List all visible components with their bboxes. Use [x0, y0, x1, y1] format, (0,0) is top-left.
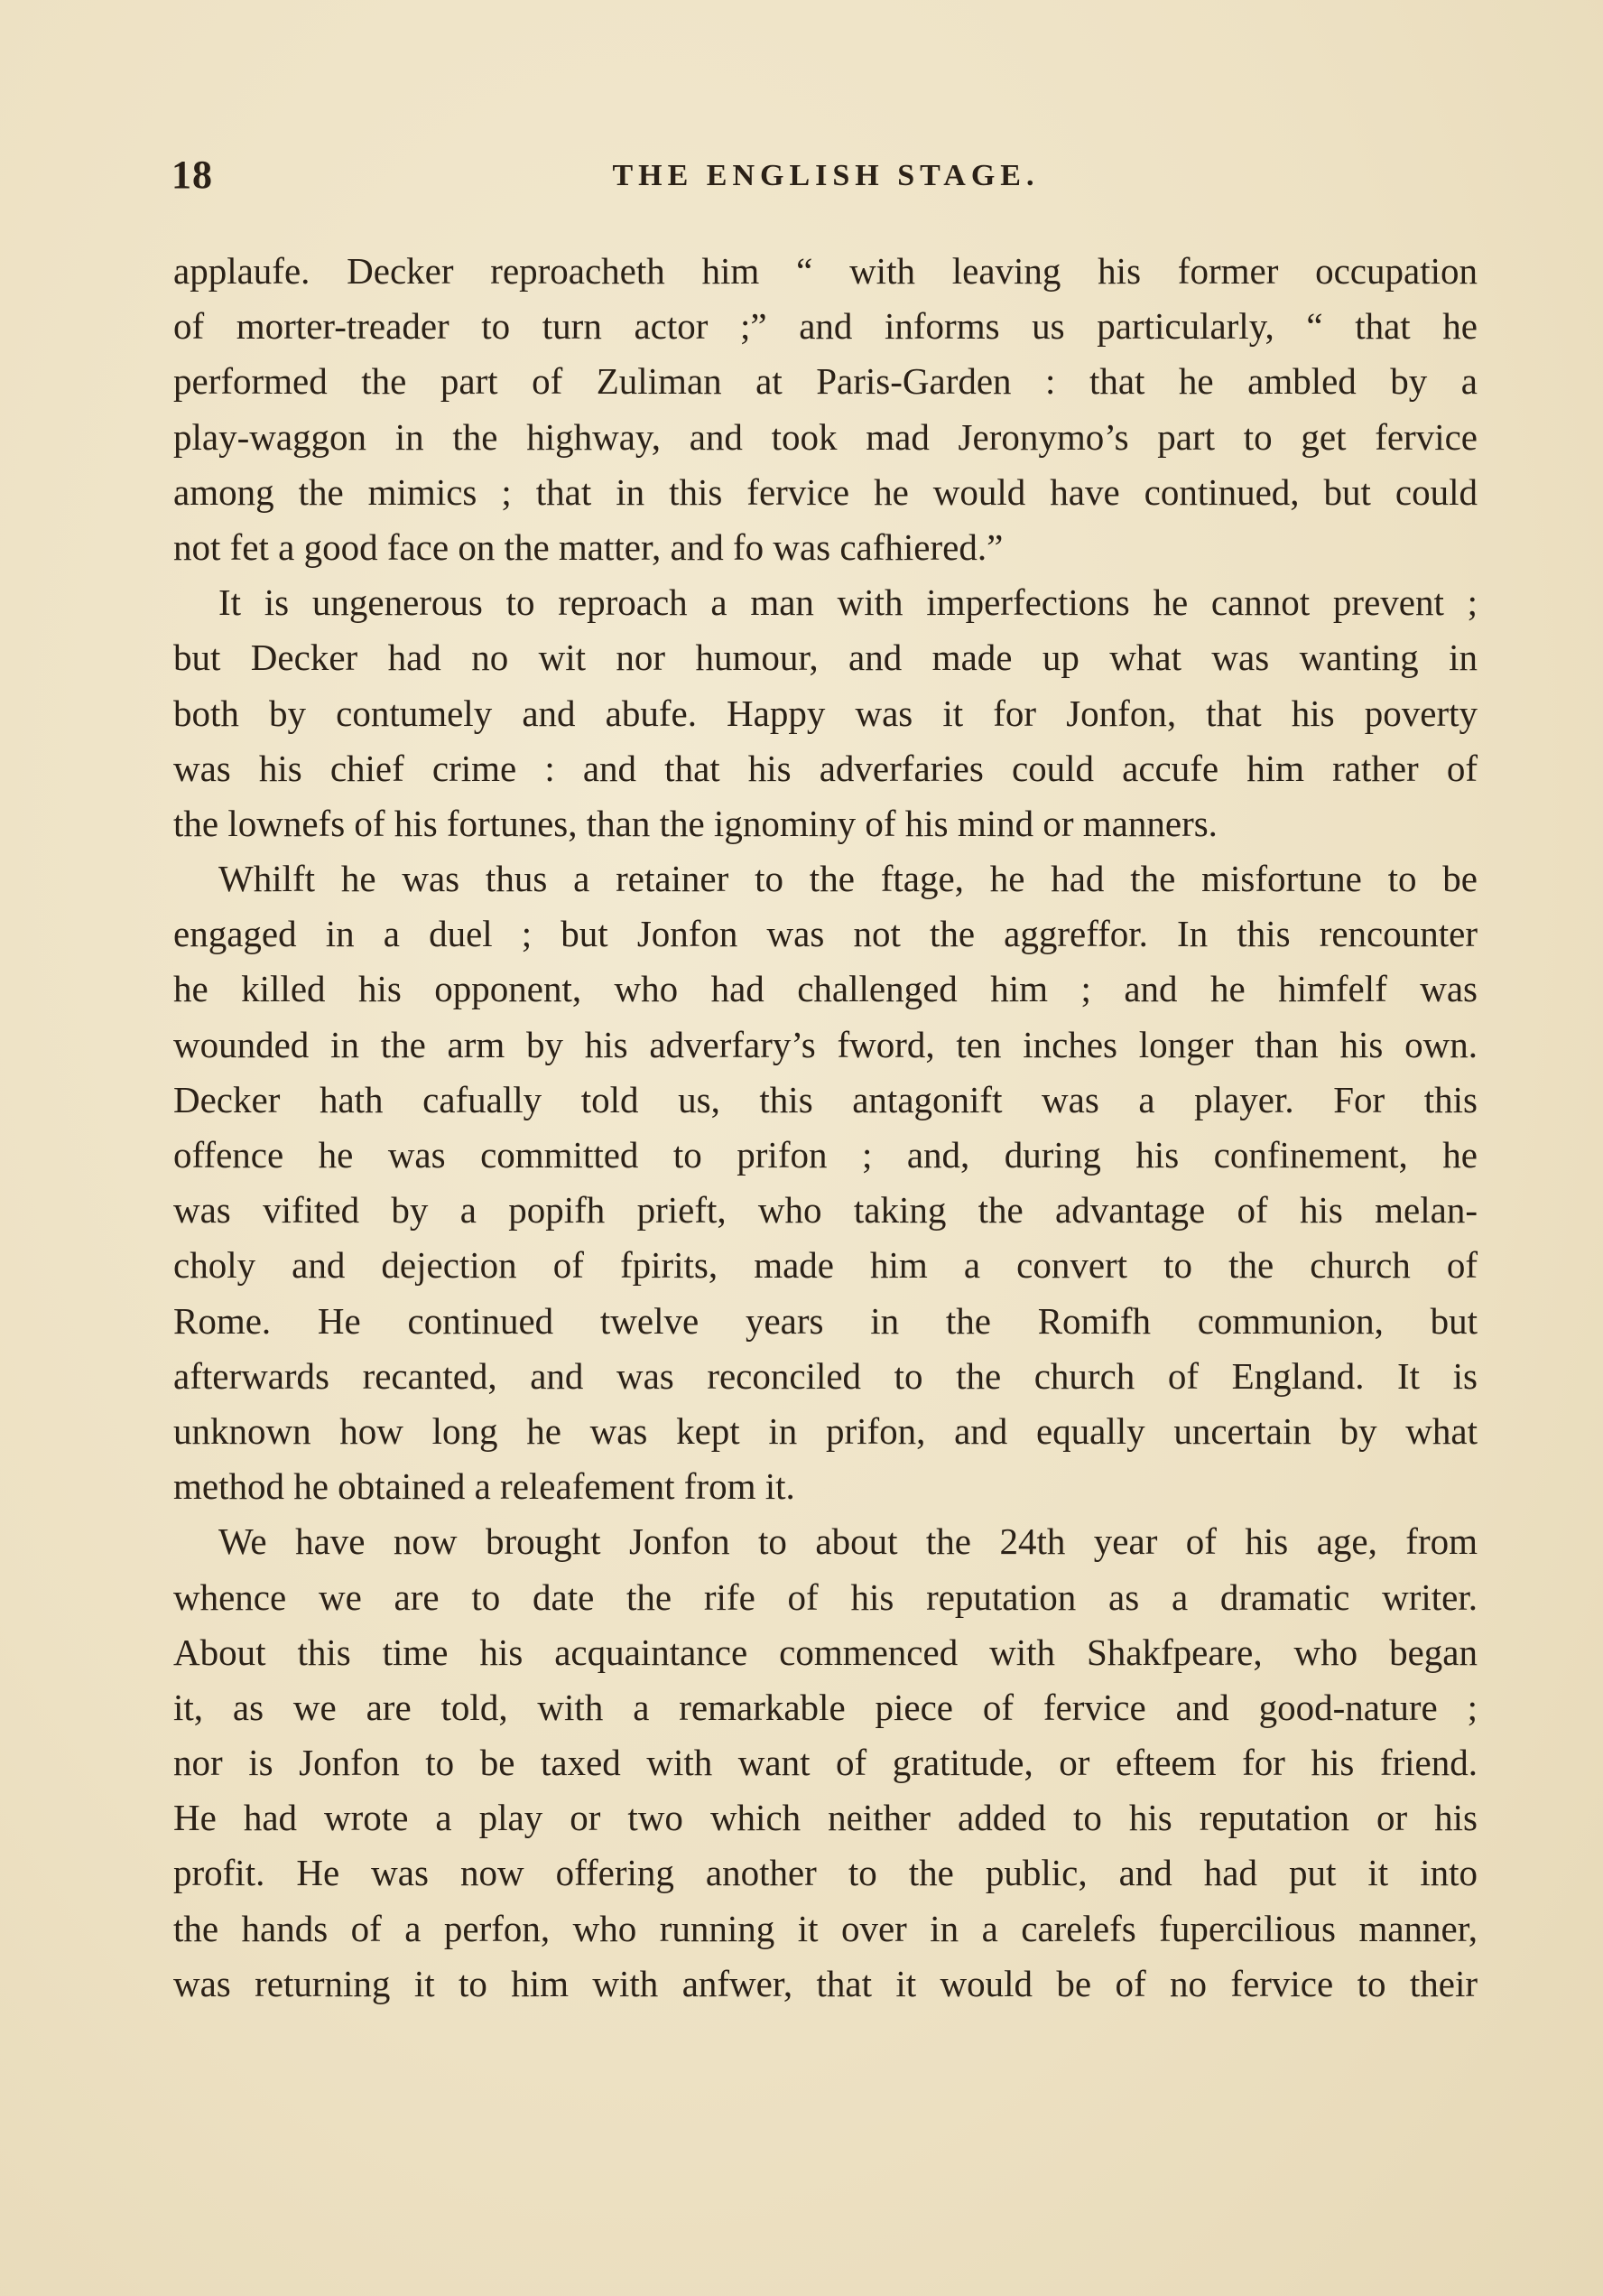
text-line: Rome. He continued twelve years in the Romifh communion, but — [173, 1299, 1478, 1342]
text-line: wounded in the arm by his adverfary’s fword, ten inches longer than his own. — [173, 1023, 1478, 1065]
text-line: nor is Jonfon to be taxed with want of gratitude, or efteem for his friend. — [173, 1742, 1478, 1784]
text-line: he killed his opponent, who had challenged him ; and he himfelf was — [173, 968, 1478, 1010]
text-line: afterwards recanted, and was reconciled to the church of England. It is — [173, 1354, 1478, 1397]
text-line: whence we are to date the rife of his reputation as a dramatic writer. — [173, 1576, 1478, 1618]
text-line: it, as we are told, with a remarkable piece of fervice and good-nature ; — [173, 1686, 1478, 1728]
body-text — [173, 244, 1478, 2012]
paragraph — [173, 244, 1478, 575]
text-line: applaufe. Decker reproacheth him “ with leaving his former occupation — [173, 250, 1478, 292]
text-line: Whilft he was thus a retainer to the ftage, he had the misfortune to be — [218, 858, 1478, 900]
text-line: of morter-treader to turn actor ;” and informs us particularly, “ that he — [173, 305, 1478, 348]
paragraph — [173, 851, 1478, 1514]
text-line: choly and dejection of fpirits, made him a convert to the church of — [173, 1244, 1478, 1287]
running-title: THE ENGLISH STAGE. — [612, 159, 1040, 192]
text-line: engaged in a duel ; but Jonfon was not the aggreffor. In this rencounter — [173, 913, 1478, 955]
paragraph — [173, 1514, 1478, 2012]
text-line: Decker hath cafually told us, this antagonift was a player. For this — [173, 1078, 1478, 1120]
text-line: but Decker had no wit nor humour, and made up what was wanting in — [173, 637, 1478, 679]
page-header — [171, 152, 1480, 206]
text-line: It is ungenerous to reproach a man with imperfections he cannot prevent ; — [218, 581, 1478, 624]
text-line: profit. He was now offering another to the public, and had put it into — [173, 1852, 1478, 1894]
text-line: method he obtained a releafement from it. — [173, 1465, 795, 1508]
text-line: unknown how long he was kept in prifon, and equally uncertain by what — [173, 1409, 1478, 1452]
text-line: the lownefs of his fortunes, than the ignominy of his mind or manners. — [173, 802, 1218, 844]
text-line: offence he was committed to prifon ; and, during his confinement, he — [173, 1134, 1478, 1176]
text-line: not fet a good face on the matter, and fo was cafhiered.” — [173, 525, 1004, 568]
text-line: both by contumely and abufe. Happy was it for Jonfon, that his poverty — [173, 692, 1478, 734]
text-line: was vifited by a popifh prieft, who taking the advantage of his melan- — [173, 1189, 1478, 1232]
text-line: We have now brought Jonfon to about the 24th year of his age, from — [218, 1520, 1478, 1563]
paragraph — [173, 575, 1478, 851]
text-line: He had wrote a play or two which neither added to his reputation or his — [173, 1797, 1478, 1839]
text-line: among the mimics ; that in this fervice he would have continued, but could — [173, 470, 1478, 513]
text-line: was his chief crime : and that his adverfaries could accufe him rather of — [173, 747, 1478, 789]
text-line: performed the part of Zuliman at Paris-Garden : that he ambled by a — [173, 360, 1478, 403]
text-line: About this time his acquaintance commenced with Shakfpeare, who began — [173, 1631, 1478, 1673]
text-line: play-waggon in the highway, and took mad Jeronymo’s part to get fervice — [173, 415, 1478, 458]
text-line: was returning it to him with anfwer, that it would be of no fervice to their — [173, 1962, 1478, 2004]
page-number: 18 — [171, 153, 213, 197]
text-line: the hands of a perfon, who running it over in a carelefs fupercilious manner, — [173, 1907, 1478, 1949]
